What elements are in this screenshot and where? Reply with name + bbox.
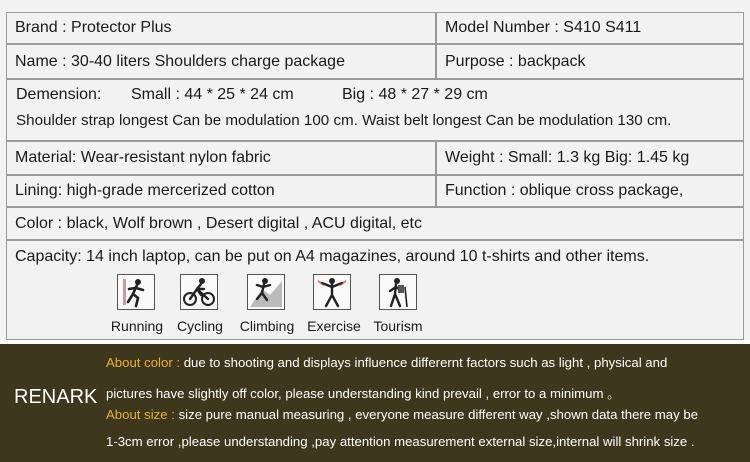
weight-text: Weight : Small: 1.3 kg Big: 1.45 kg — [445, 149, 690, 166]
about-size-line-1 — [106, 407, 698, 422]
running-label: Running — [110, 318, 164, 334]
material-cell — [6, 141, 436, 175]
purpose-cell — [436, 44, 744, 79]
dimension-label: Demension: — [16, 86, 102, 103]
color-cell — [6, 207, 744, 240]
cycling-icon — [180, 274, 218, 310]
capacity-text: Capacity: 14 inch laptop, can be put on A4 magazines, around 10 t-shirts and other items. — [15, 248, 650, 265]
exercise-icon — [313, 274, 351, 310]
tourism-icon — [379, 274, 417, 310]
tourism-label: Tourism — [373, 318, 423, 334]
about-size-text-1: size pure manual measuring , everyone measure different way ,shown data there may be — [174, 407, 699, 422]
name-cell — [6, 44, 436, 79]
dimension-small: Small : 44 * 25 * 24 cm — [131, 86, 294, 103]
running-icon — [117, 274, 155, 310]
about-color-label: About color : — [106, 355, 181, 370]
brand-cell — [6, 12, 436, 44]
remark-title: RENARK — [14, 386, 98, 408]
about-color-text-1: due to shooting and displays influence differernt factors such as light , physical and — [180, 355, 668, 370]
strap-note: Shoulder strap longest Can be modulation 100 cm. Waist belt longest Can be modulation 130 cm. — [16, 112, 672, 129]
material-text: Material: Wear-resistant nylon fabric — [15, 149, 271, 166]
about-size-line-2: 1-3cm error ,please understanding ,pay attention measurement external size,internal will shrink size . — [106, 434, 695, 449]
purpose-text: Purpose : backpack — [445, 52, 586, 70]
about-color-line-2: pictures have slightly off color, please understanding kind prevail , error to a minimum 。 — [106, 386, 621, 401]
name-text: Name : 30-40 liters Shoulders charge package — [15, 52, 345, 70]
color-text: Color : black, Wolf brown , Desert digital , ACU digital, etc — [15, 214, 422, 232]
weight-cell — [436, 141, 744, 175]
dimension-big: Big : 48 * 27 * 29 cm — [342, 86, 488, 103]
about-size-label: About size : — [106, 407, 175, 422]
lining-text: Lining: high-grade mercerized cotton — [15, 182, 275, 199]
about-color-line-1 — [106, 355, 667, 370]
function-cell — [436, 175, 744, 207]
climbing-icon — [247, 274, 285, 310]
climbing-label: Climbing — [239, 318, 295, 334]
model-cell — [436, 12, 744, 44]
function-text: Function : oblique cross package, — [445, 182, 684, 199]
brand-text: Brand : Protector Plus — [15, 19, 172, 36]
cycling-label: Cycling — [177, 318, 223, 334]
model-text: Model Number : S410 S411 — [445, 19, 642, 36]
lining-cell — [6, 175, 436, 207]
exercise-label: Exercise — [307, 318, 361, 334]
